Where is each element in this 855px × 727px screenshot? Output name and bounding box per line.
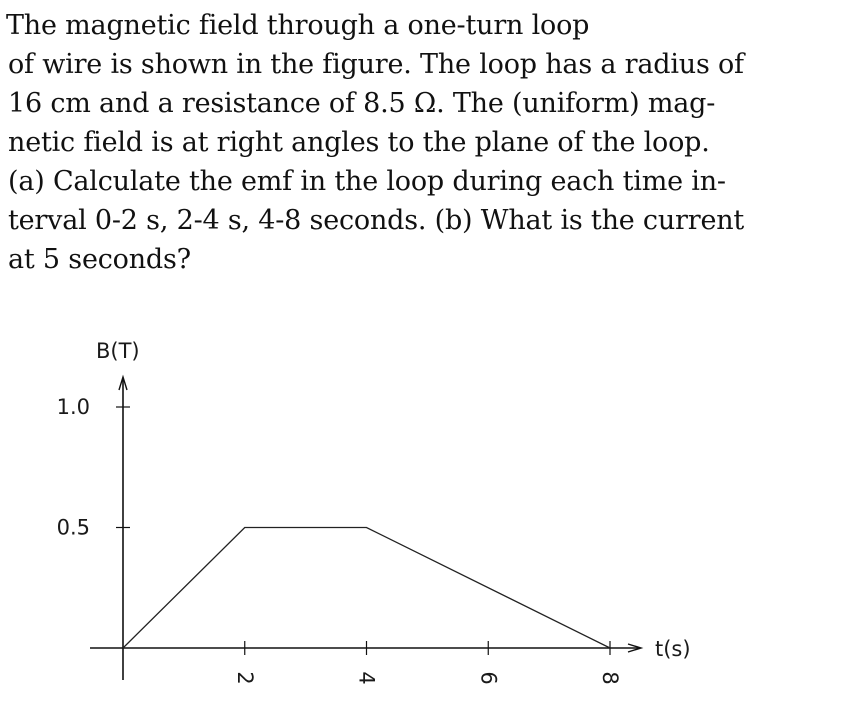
y-axis-label: B(T) [96,339,140,363]
x-tick-label: 2 [232,671,257,685]
y-tick-label: 1.0 [56,395,90,419]
x-axis-label: t(s) [655,637,691,661]
problem-line: at 5 seconds? [8,244,191,275]
y-tick-label: 0.5 [56,515,90,540]
y-ticks [57,395,130,540]
x-tick-label: 6 [476,671,501,685]
problem-line: of wire is shown in the figure. The loop has a radius of [8,49,744,80]
problem-line: terval 0-2 s, 2-4 s, 4-8 seconds. (b) What is the current [8,205,745,236]
problem-line: 16 cm and a resistance of 8.5 Ω. The (uniform) mag- [8,88,716,119]
series-layer [123,528,610,649]
x-tick-label: 4 [354,671,379,685]
problem-line: (a) Calculate the emf in the loop during each time in- [8,166,726,197]
series-line-B [123,528,610,649]
problem-line: The magnetic field through a one-turn loop [6,10,590,41]
x-tick-label: 8 [598,671,622,685]
problem-line: netic field is at right angles to the plane of the loop. [8,127,710,158]
